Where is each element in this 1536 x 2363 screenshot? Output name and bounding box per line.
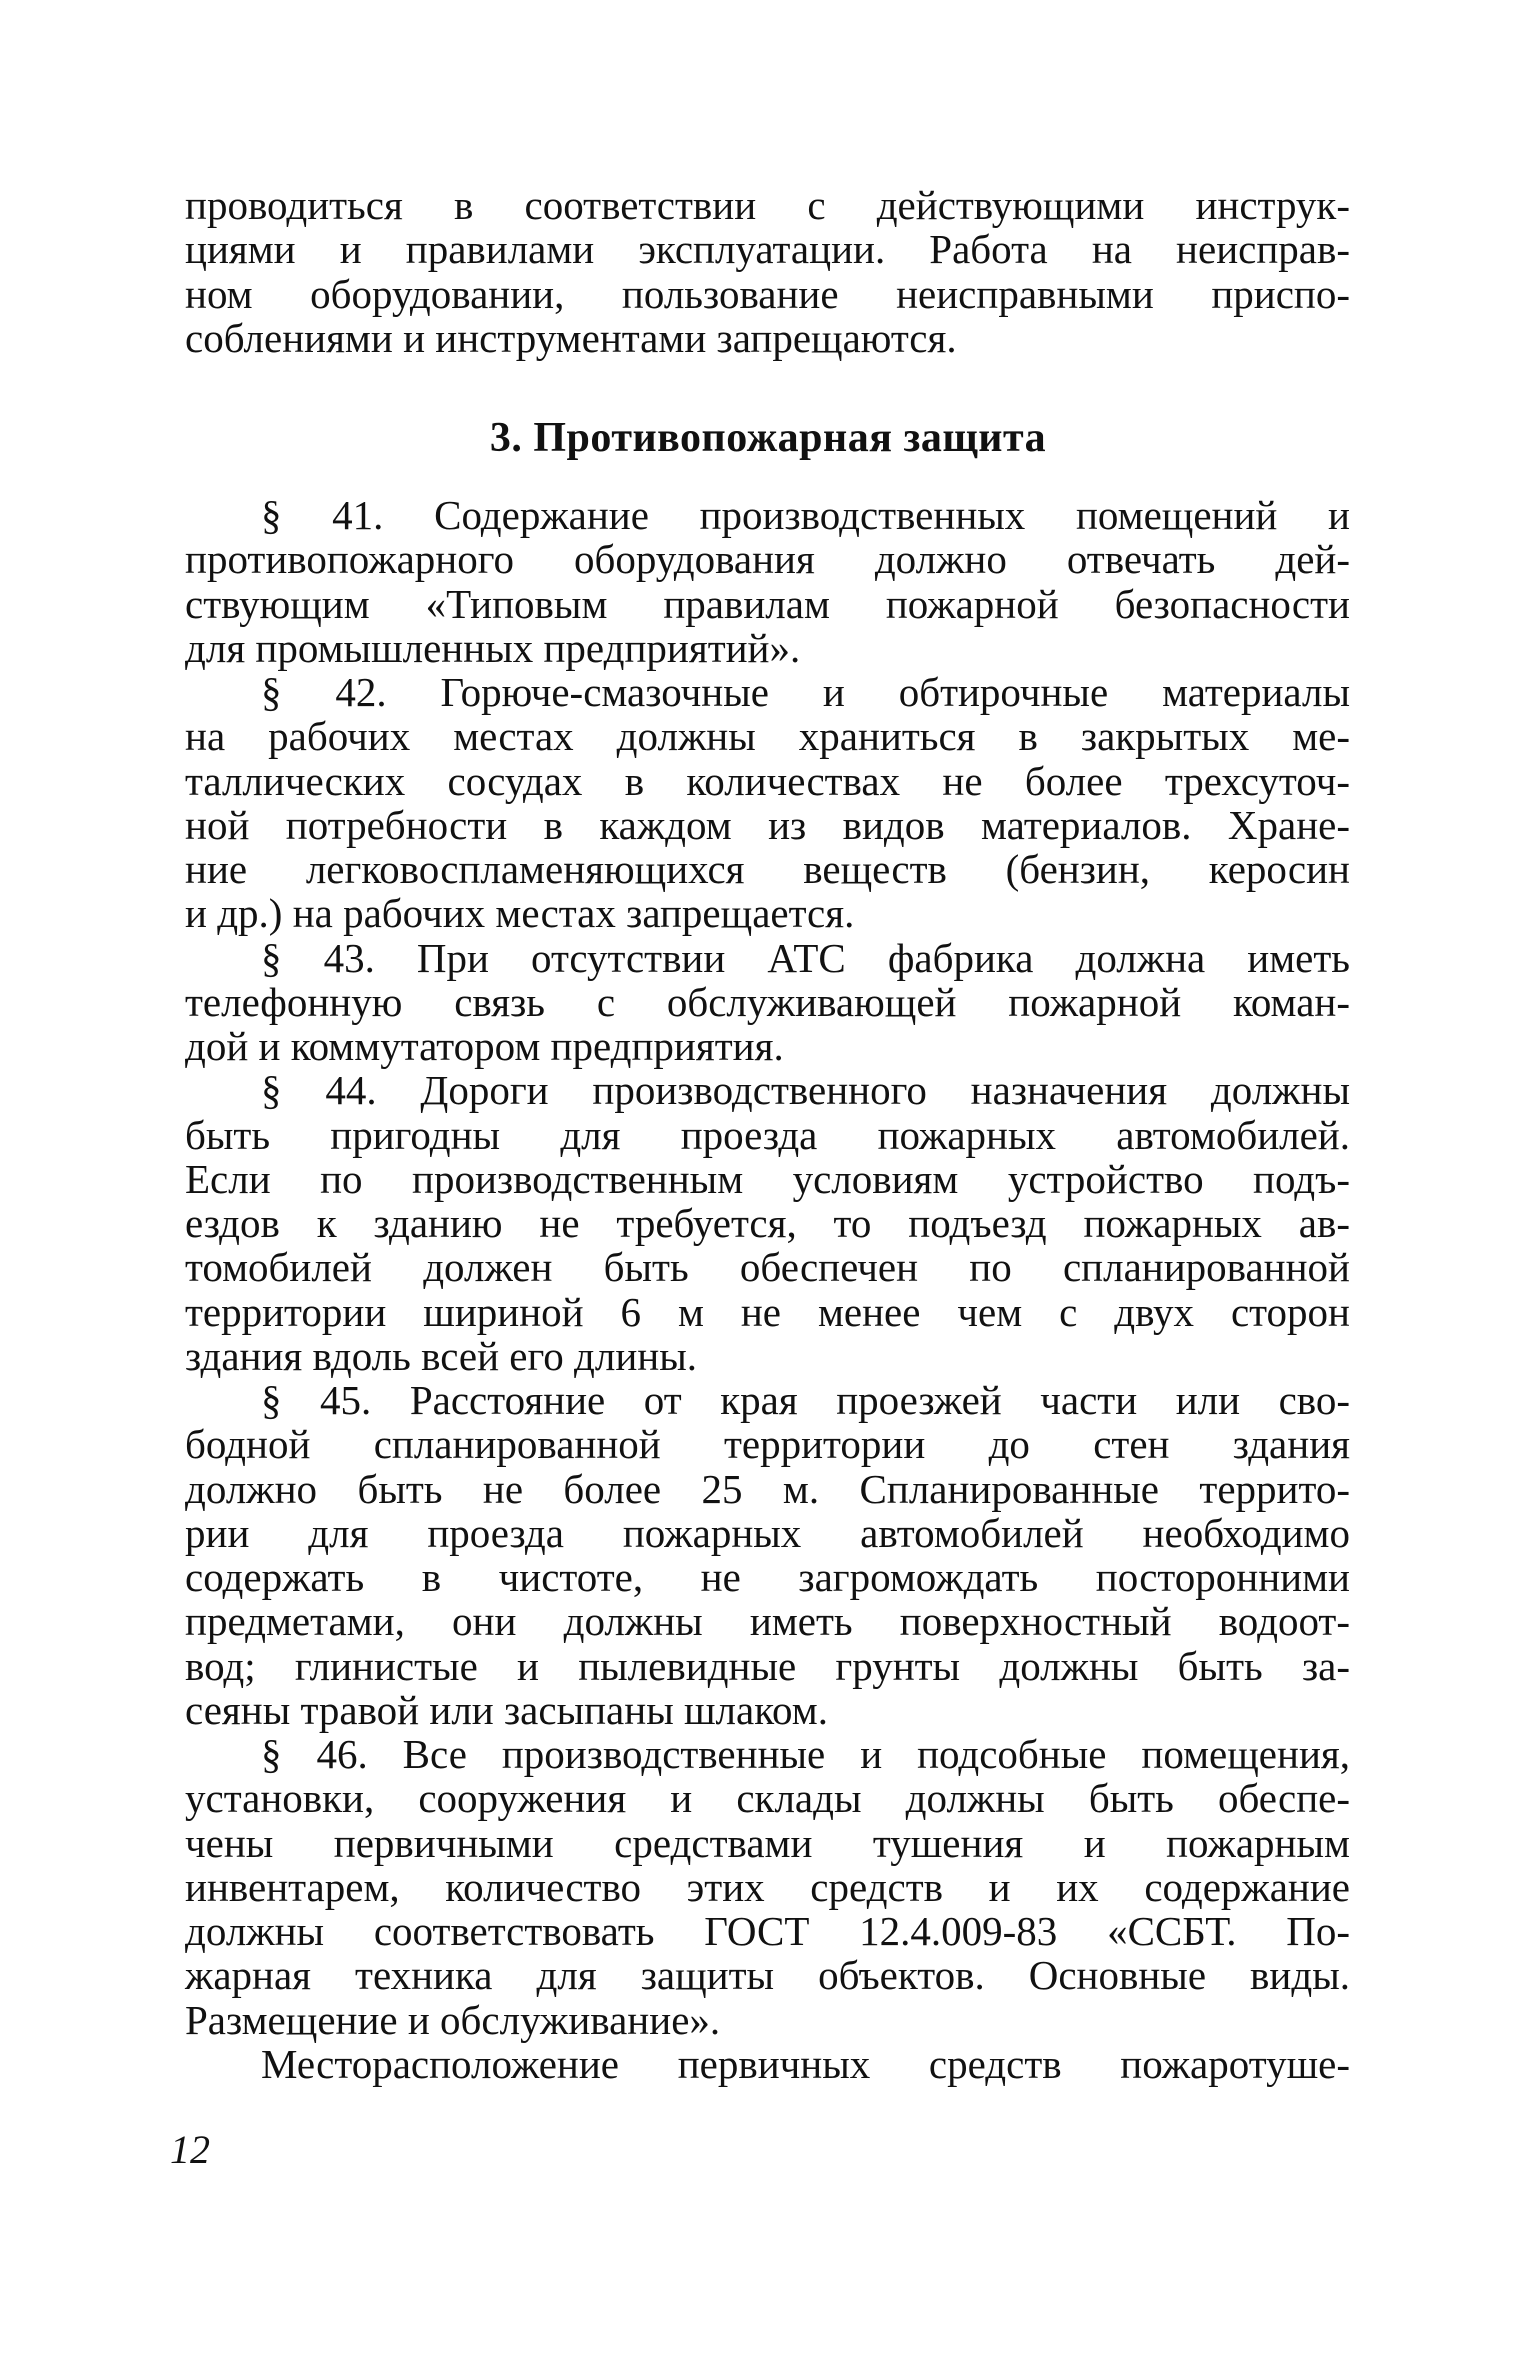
- paragraph-44-line: территории шириной 6 м не менее чем с двух сторон: [185, 1288, 1350, 1335]
- paragraph-44-line: § 44. Дороги производственного назначения должны: [261, 1067, 1350, 1114]
- paragraph-44-line: Если по производственным условиям устройство подъ-: [185, 1155, 1350, 1202]
- paragraph-44-line: здания вдоль всей его длины.: [185, 1332, 698, 1379]
- paragraph-46-line: § 46. Все производственные и подсобные помещения,: [261, 1731, 1350, 1777]
- paragraph-46-line: жарная техника для защиты объектов. Основные виды.: [185, 1952, 1350, 1999]
- paragraph-41-line: противопожарного оборудования должно отвечать дей-: [185, 536, 1350, 583]
- paragraph-46-line: инвентарем, количество этих средств и их содержание: [185, 1863, 1350, 1910]
- paragraph-46-line: установки, сооружения и склады должны быть обеспе-: [185, 1775, 1350, 1822]
- paragraph-46-line: чены первичными средствами тушения и пожарным: [185, 1819, 1350, 1866]
- paragraph-46-line: должны соответствовать ГОСТ 12.4.009-83 «ССБТ. По-: [185, 1908, 1350, 1954]
- paragraph-43-line: телефонную связь с обслуживающей пожарной коман-: [185, 978, 1350, 1025]
- paragraph-41-line: § 41. Содержание производственных помещений и: [261, 492, 1350, 538]
- paragraph-42-line: и др.) на рабочих местах запрещается.: [185, 890, 855, 937]
- paragraph-45-line: бодной спланированной территории до стен здания: [185, 1421, 1350, 1468]
- page-number: 12: [170, 2127, 210, 2172]
- paragraph-46-line: Размещение и обслуживание».: [185, 1996, 721, 2043]
- paragraph-45-line: содержать в чистоте, не загромождать посторонними: [185, 1554, 1350, 1600]
- text-line: соблениями и инструментами запрещаются.: [185, 314, 957, 361]
- paragraph-45-line: рии для проезда пожарных автомобилей необходимо: [185, 1509, 1350, 1556]
- paragraph-45-line: должно быть не более 25 м. Спланированные террито-: [185, 1465, 1350, 1512]
- paragraph-43-line: § 43. При отсутствии АТС фабрика должна иметь: [261, 934, 1350, 981]
- paragraph-43-line: дой и коммутатором предприятия.: [185, 1023, 784, 1069]
- paragraph-45-line: предметами, они должны иметь поверхностный водоот-: [185, 1598, 1350, 1645]
- paragraph-44-line: быть пригодны для проезда пожарных автомобилей.: [185, 1111, 1350, 1158]
- paragraph-42-line: таллических сосудах в количествах не более трехсуточ-: [185, 757, 1350, 804]
- section-body: [185, 493, 1350, 2086]
- paragraph-42-line: ние легковоспламеняющихся веществ (бензин, керосин: [185, 846, 1350, 892]
- section-heading: 3. Противопожарная защита: [489, 415, 1047, 461]
- paragraph-44-line: ездов к зданию не требуется, то подъезд пожарных ав-: [185, 1200, 1350, 1246]
- paragraph-continuation-line: Месторасположение первичных средств пожаротуше-: [261, 2040, 1350, 2087]
- paragraph-42-line: § 42. Горюче-смазочные и обтирочные материалы: [261, 669, 1350, 715]
- paragraph-41-line: для промышленных предприятий».: [185, 624, 801, 671]
- paragraph-42-line: на рабочих местах должны храниться в закрытых ме-: [185, 713, 1350, 760]
- text-line: ном оборудовании, пользование неисправными приспо-: [185, 270, 1350, 317]
- text-line: циями и правилами эксплуатации. Работа на неисправ-: [185, 226, 1350, 273]
- text-line: проводиться в соответствии с действующими инструк-: [185, 182, 1350, 228]
- paragraph-42-line: ной потребности в каждом из видов материалов. Хране-: [185, 801, 1350, 848]
- intro-paragraph: [185, 183, 1350, 360]
- paragraph-44-line: томобилей должен быть обеспечен по спланированной: [185, 1244, 1350, 1291]
- paragraph-41-line: ствующим «Типовым правилам пожарной безопасности: [185, 580, 1350, 627]
- paragraph-45-line: сеяны травой или засыпаны шлаком.: [185, 1686, 828, 1733]
- paragraph-45-line: § 45. Расстояние от края проезжей части или сво-: [261, 1377, 1350, 1423]
- paragraph-45-line: вод; глинистые и пылевидные грунты должны быть за-: [185, 1642, 1350, 1689]
